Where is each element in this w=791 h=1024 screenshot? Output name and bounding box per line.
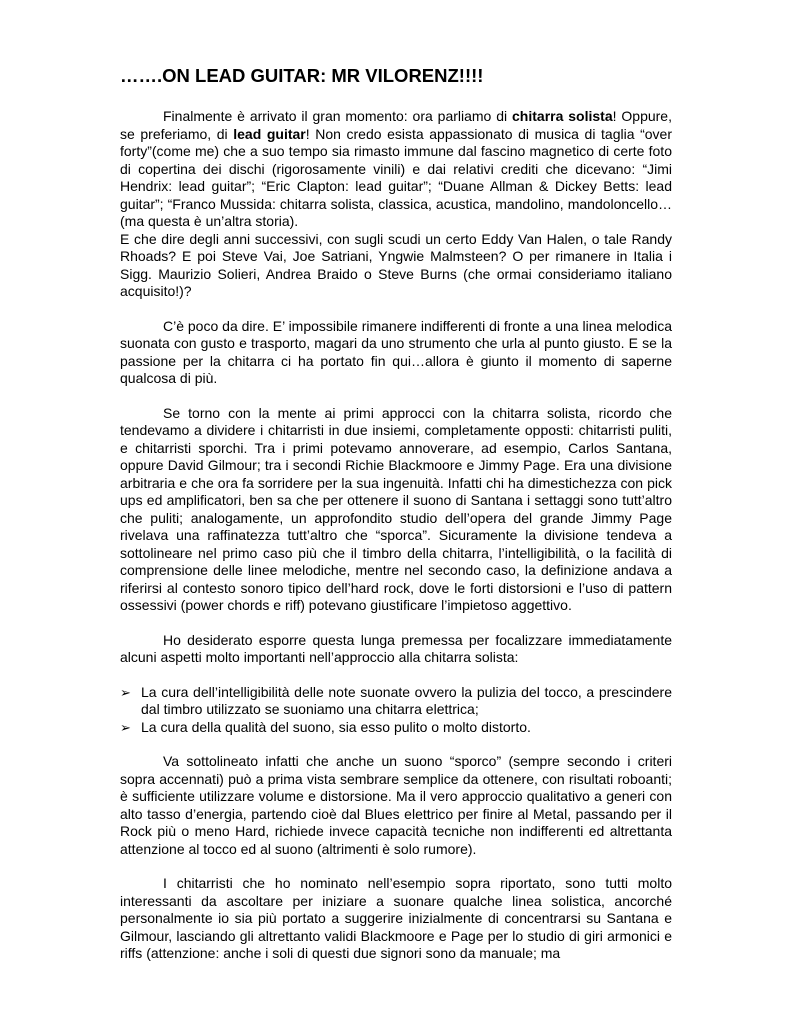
paragraph-dirty-sound-text: Va sottolineato infatti che anche un suono “sporco” (sempre secondo i criteri sopra accennati) può a prima vista sembrare semplice da ottenere, con risultati roboanti; è sufficiente utilizzare volume e distorsione. Ma il vero approccio qualitativo a generi con alto tasso d’energia, partendo cioè dal Blues elettrico per finire al Metal, passando per il Rock più o meno Hard, richiede invece capacità tecniche non indifferenti ed altrettanta attenzione al tocco ed al suono (altrimenti è solo rumore).	[120, 753, 672, 857]
paragraph-premise	[120, 632, 672, 667]
bold-chitarra-solista: chitarra solista	[512, 108, 613, 124]
paragraph-clean-dirty-text: Se torno con la mente ai primi approcci con la chitarra solista, ricordo che tendevamo a dividere i chitarristi in due insiemi, completamente opposti: chitarristi puliti, e chitarristi sporchi. Tra i primi potevamo annoverare, ad esempio, Carlos Santana, oppure David Gilmour; tra i secondi Richie Blackmoore e Jimmy Page. Era una divisione arbitraria e che ora fa sorridere per la sua ingenuità. Infatti chi ha dimestichezza con pick ups ed amplificatori, ben sa che per ottenere il suono di Santana i settaggi sono tutt’altro che puliti; analogamente, un approfondito studio dell’opera del grande Jimmy Page rivelava una raffinatezza tutt’altro che “sporca”. Sicuramente la divisione tendeva a sottolineare nel primo caso più che il timbro della chitarra, l’intelligibilità, o la facilità di comprensione delle linee melodiche, mentre nel secondo caso, la definizione andava a riferirsi al contesto sonoro tipico dell’hard rock, dove le forti distorsioni e l’uso di pattern ossessivi (power chords e riff) potevano giustificare l’impietoso aggettivo.	[120, 404, 672, 613]
paragraph-guitarists	[120, 875, 672, 963]
list-item	[120, 684, 672, 719]
paragraph-premise-text: Ho desiderato esporre questa lunga premessa per focalizzare immediatamente alcuni aspetti molto importanti nell’approccio alla chitarra solista:	[120, 631, 672, 665]
list-item-text: La cura della qualità del suono, sia esso pulito o molto distorto.	[141, 718, 531, 735]
paragraph-intro	[120, 108, 672, 231]
paragraph-intro-text-a: Finalmente è arrivato il gran momento: ora parliamo di	[163, 108, 513, 124]
aspects-list	[120, 684, 672, 737]
paragraph-later-years: E che dire degli anni successivi, con sugli scudi un certo Eddy Van Halen, o tale Randy Rhoads? E poi Steve Vai, Joe Satriani, Yngwie Malmsteen? O per rimanere in Italia i Sigg. Maurizio Solieri, Andrea Braido o Steve Burns (che ormai consideriamo italiano acquisito!)?	[120, 230, 672, 299]
bold-lead-guitar: lead guitar	[233, 125, 306, 142]
paragraph-intro-text-e: ! Non credo esista appassionato di musica di taglia “over forty”(come me) che a suo tempo sia rimasto immune dal fascino magnetico di certe foto di copertina dei dischi (rigorosamente vinili) e dai relativi crediti che dicevano: “Jimi Hendrix: lead guitar”; “Eric Clapton: lead guitar”; “Duane Allman & Dickey Betts: lead guitar”; “Franco Mussida: chitarra solista, classica, acustica, mandolino, mandoloncello…(ma questa è un’altra storia).	[120, 125, 672, 229]
paragraph-clean-dirty	[120, 405, 672, 615]
paragraph-guitarists-text: I chitarristi che ho nominato nell’esempio sopra riportato, sono tutti molto interessanti da ascoltare per iniziare a suonare qualche linea solistica, ancorché personalmente io sia più portato a suggerire inizialmente di concentrarsi su Santana e Gilmour, lasciando gli altrettanto validi Blackmoore e Page per lo studio di giri armonici e riffs (attenzione: anche i soli di questi due signori sono da manuale; ma	[120, 875, 672, 961]
paragraph-dirty-sound	[120, 753, 672, 858]
arrow-bullet-icon: ➢	[120, 719, 131, 735]
document-title: …….ON LEAD GUITAR: MR VILORENZ!!!!	[120, 65, 484, 86]
list-item	[120, 719, 672, 737]
document-page	[120, 64, 672, 963]
paragraph-melodic-line-text: C’è poco da dire. E’ impossibile rimanere indifferenti di fronte a una linea melodica suonata con gusto e trasporto, magari da uno strumento che urla al punto giusto. E se la passione per la chitarra ci ha portato fin qui…allora è giunto il momento di saperne qualcosa di più.	[120, 317, 672, 386]
paragraph-melodic-line	[120, 318, 672, 388]
paragraph-intro-text-c: ! Oppure, se preferiamo, di	[120, 108, 672, 142]
list-item-text: La cura dell’intelligibilità delle note suonate ovvero la pulizia del tocco, a prescindere dal timbro utilizzato se suoniamo una chitarra elettrica;	[141, 683, 672, 717]
arrow-bullet-icon: ➢	[120, 684, 131, 700]
